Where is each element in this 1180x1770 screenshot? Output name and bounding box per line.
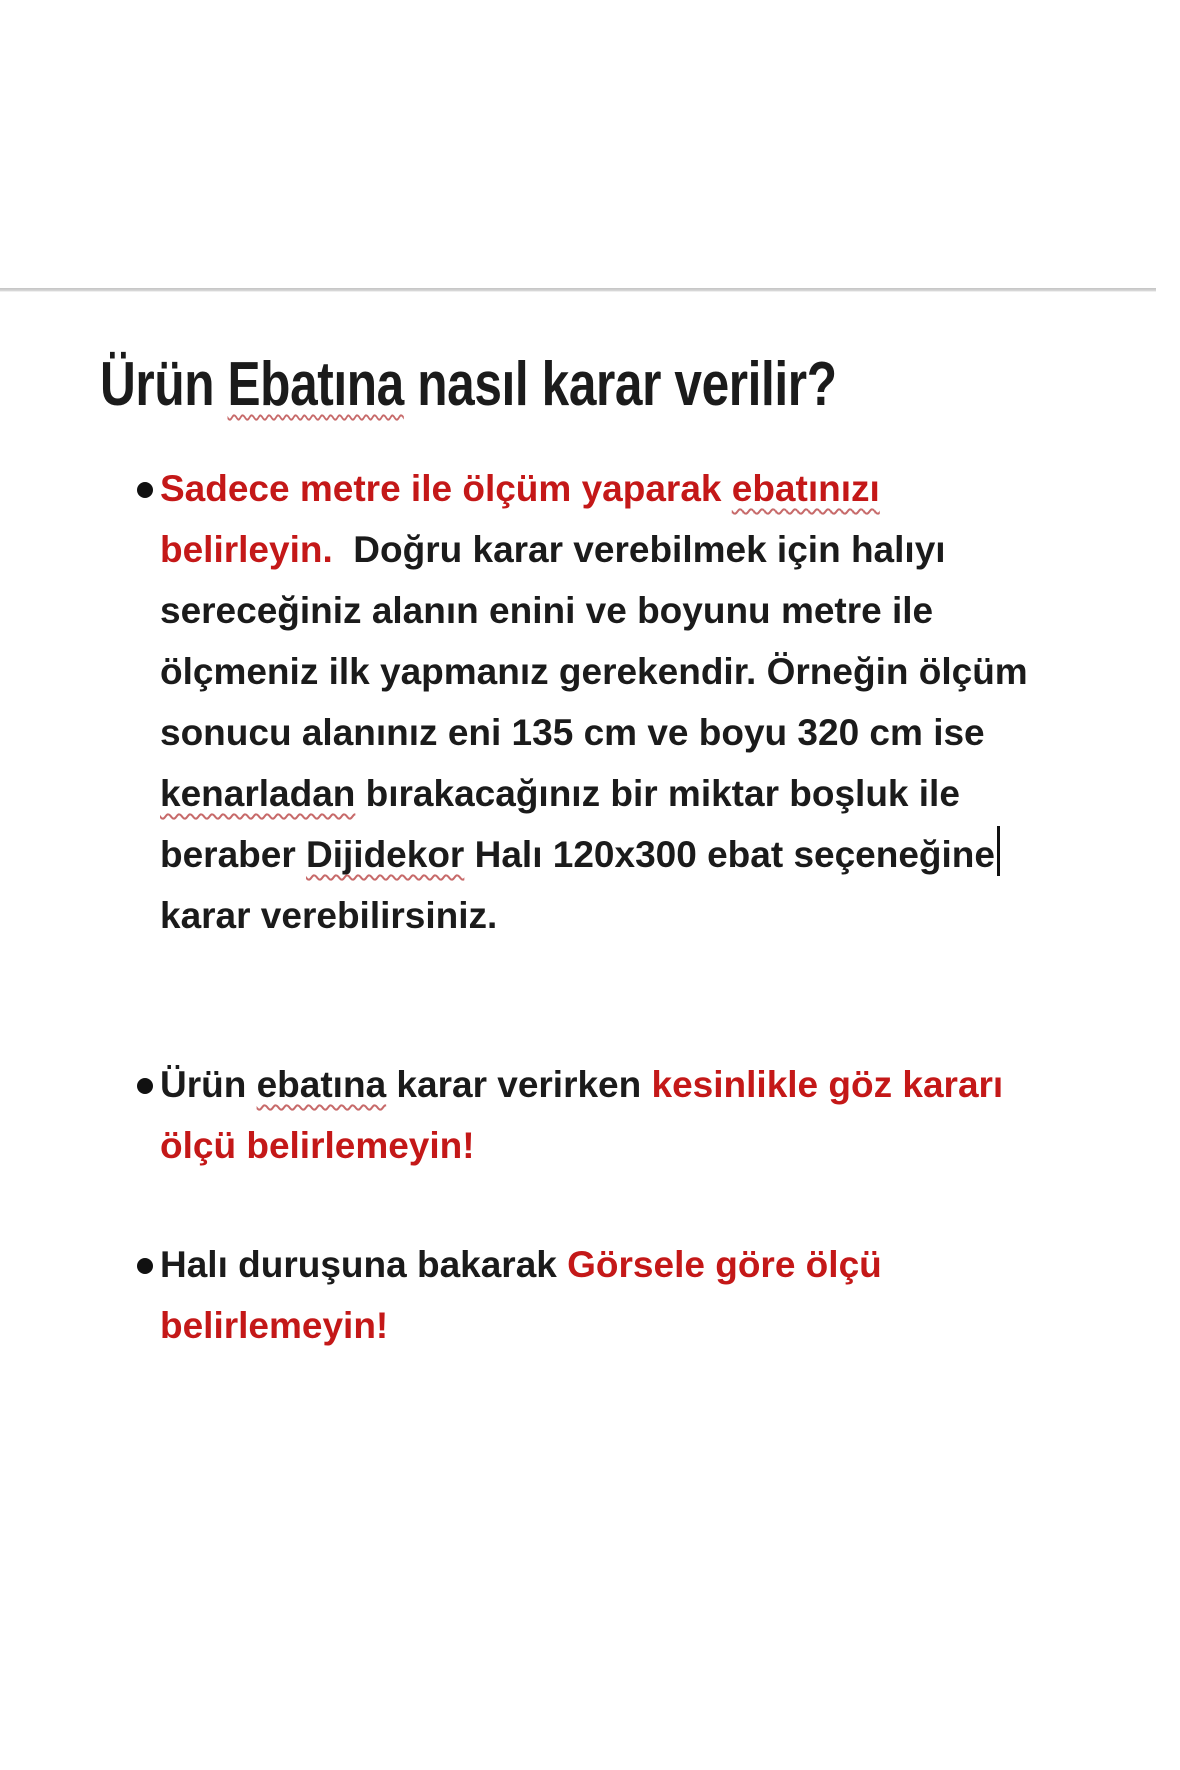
text-segment: belirlemeyin! <box>160 1305 389 1346</box>
misspelled-text-segment: kenarladan <box>160 773 356 814</box>
text-segment: ölçü belirlemeyin! <box>160 1125 475 1166</box>
text-segment: sonucu alanınız eni 135 cm ve boyu 320 cm ise <box>160 712 985 753</box>
text-segment: nasıl karar verilir? <box>403 350 837 419</box>
text-cursor <box>997 826 1000 876</box>
text-segment: ölçmeniz ilk yapmanız gerekendir. Örneğin ölçüm <box>160 651 1028 692</box>
text-segment: karar verebilirsiniz. <box>160 895 498 936</box>
misspelled-text-segment: Ebatına <box>227 350 404 419</box>
text-line <box>160 458 1028 519</box>
text-segment: belirleyin. <box>160 529 333 570</box>
text-segment: Ürün <box>160 1064 257 1105</box>
text-line <box>160 580 1028 641</box>
bullet-text[interactable] <box>160 1054 1003 1176</box>
misspelled-text-segment: Dijidekor <box>306 834 465 875</box>
text-segment: bırakacağınız bir miktar boşluk ile <box>355 773 960 814</box>
text-line <box>160 1054 1003 1115</box>
text-line <box>160 763 1028 824</box>
text-segment: Halı duruşuna bakarak <box>160 1244 568 1285</box>
text-segment: Doğru karar verebilmek için halıyı <box>332 529 946 570</box>
section-divider-line <box>0 288 1156 292</box>
text-segment: karar verirken <box>386 1064 652 1105</box>
text-line <box>160 1115 1003 1176</box>
text-segment: sereceğiniz alanın enini ve boyunu metre ile <box>160 590 934 631</box>
bullet-marker <box>137 1258 153 1274</box>
bullet-text[interactable] <box>160 1234 882 1356</box>
bullet-text[interactable] <box>160 458 1028 946</box>
text-line <box>160 885 1028 946</box>
text-segment: beraber <box>160 834 307 875</box>
text-line <box>160 519 1028 580</box>
text-line <box>160 824 1028 885</box>
misspelled-text-segment: ebatına <box>256 1064 387 1105</box>
page-title <box>100 352 837 418</box>
bullet-marker <box>137 482 153 498</box>
text-segment: Ürün <box>100 350 228 419</box>
text-segment: Halı 120x300 ebat seçeneğine <box>464 834 995 875</box>
bullet-marker <box>137 1078 153 1094</box>
misspelled-text-segment: ebatınızı <box>731 468 880 509</box>
text-line <box>160 1234 882 1295</box>
text-segment: Görsele göre ölçü <box>567 1244 882 1285</box>
text-segment: kesinlikle göz kararı <box>651 1064 1004 1105</box>
text-line <box>160 641 1028 702</box>
text-line <box>160 1295 882 1356</box>
text-line <box>160 702 1028 763</box>
text-segment: Sadece metre ile ölçüm yaparak <box>160 468 732 509</box>
